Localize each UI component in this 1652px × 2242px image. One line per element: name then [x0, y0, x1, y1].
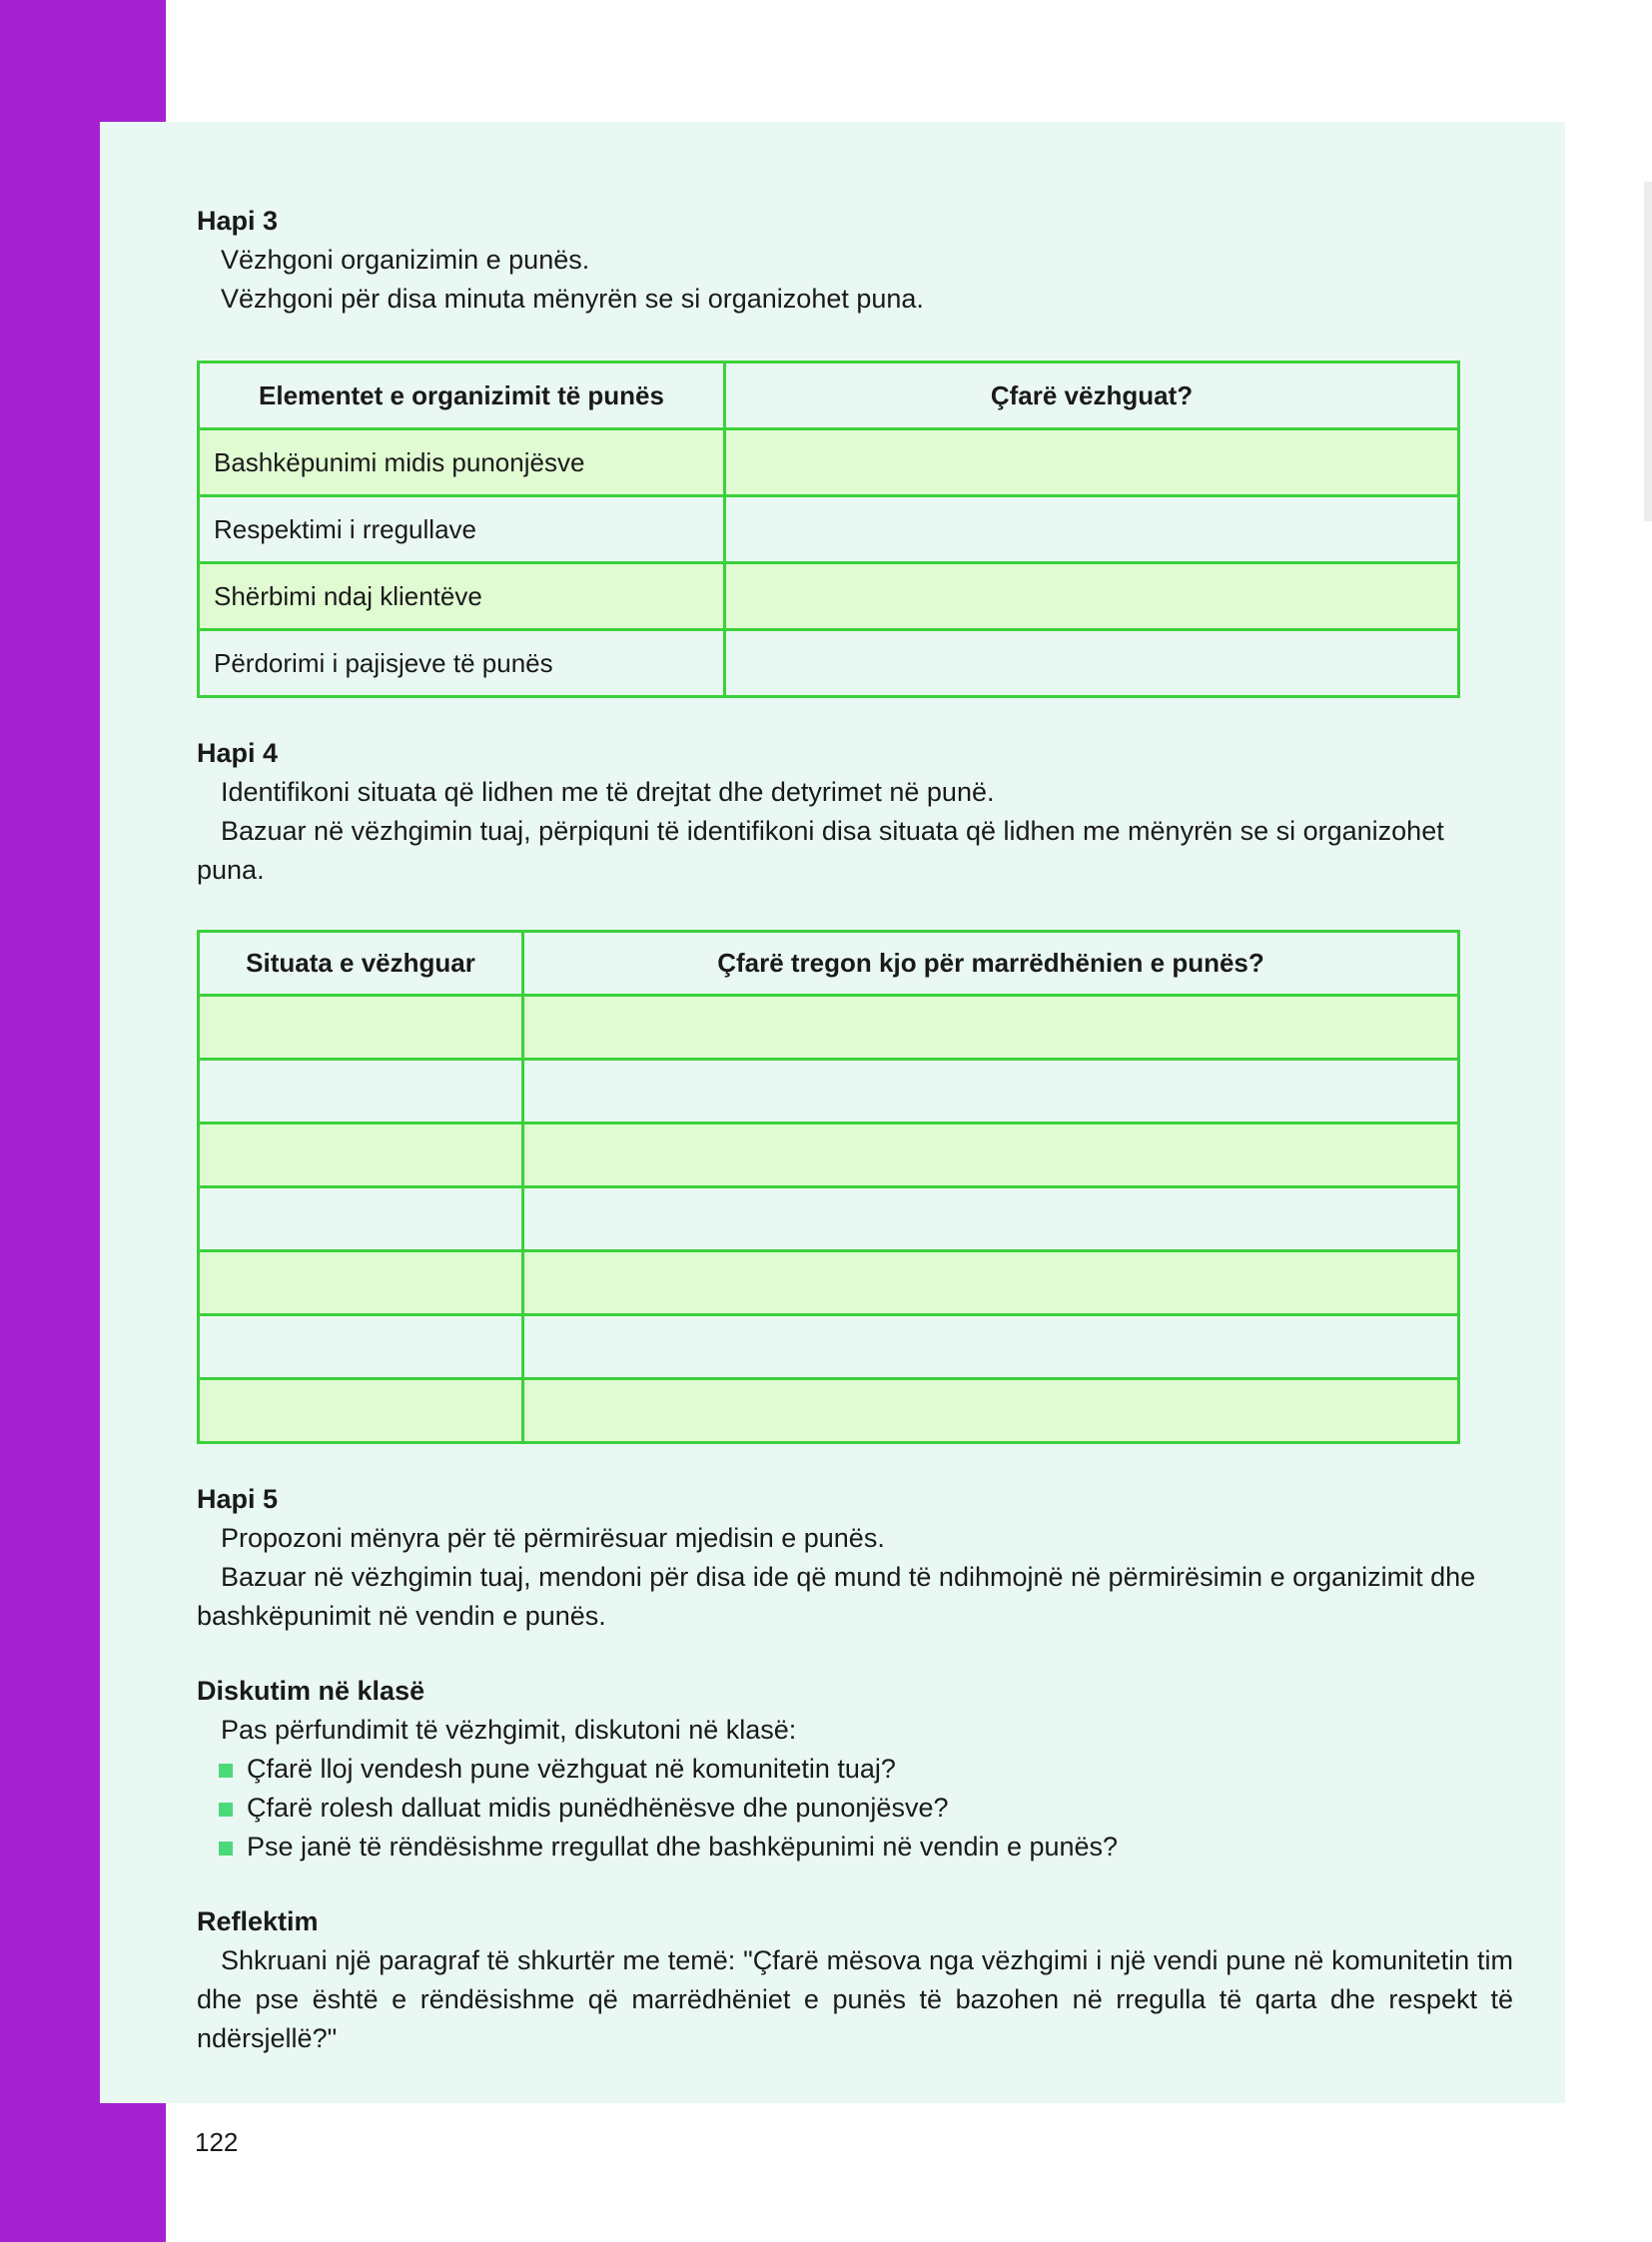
table-row	[199, 563, 1459, 630]
table-row	[199, 1187, 1459, 1251]
answer-cell[interactable]	[725, 563, 1459, 630]
step-3-section	[197, 202, 1513, 698]
row-label-rules: Respektimi i rregullave	[199, 496, 725, 563]
step-5-heading: Hapi 5	[197, 1484, 279, 1514]
step-4-section	[197, 734, 1513, 1444]
observation-table-organization	[197, 361, 1460, 698]
answer-cell[interactable]	[725, 429, 1459, 496]
step-5-instruction: Propozoni mënyra për të përmirësuar mjedisin e punës.	[221, 1523, 885, 1553]
table-header-row	[199, 932, 1459, 996]
row-label-cooperation: Bashkëpunimi midis punonjësve	[199, 429, 725, 496]
table-row	[199, 996, 1459, 1060]
list-item: Çfarë lloj vendesh pune vëzhguat në komunitetin tuaj?	[219, 1750, 1513, 1789]
answer-cell[interactable]	[725, 496, 1459, 563]
answer-cell[interactable]	[523, 1060, 1459, 1123]
step-4-description: Bazuar në vëzhgimin tuaj, përpiquni të identifikoni disa situata që lidhen me mënyrën se si organizohet puna.	[197, 816, 1444, 885]
row-label-service: Shërbimi ndaj klientëve	[199, 563, 725, 630]
page-number: 122	[195, 2127, 239, 2157]
step-3-description: Vëzhgoni për disa minuta mënyrën se si organizohet puna.	[221, 284, 924, 314]
page-edge-shadow	[1644, 182, 1652, 521]
column-header-meaning: Çfarë tregon kjo për marrëdhënien e punës?	[523, 932, 1459, 996]
situation-cell[interactable]	[199, 1315, 523, 1379]
table-row	[199, 1123, 1459, 1187]
situation-cell[interactable]	[199, 1251, 523, 1315]
step-4-instruction: Identifikoni situata që lidhen me të drejtat dhe detyrimet në punë.	[221, 777, 995, 807]
situation-cell[interactable]	[199, 1123, 523, 1187]
answer-cell[interactable]	[523, 1379, 1459, 1443]
observation-table-situations	[197, 930, 1460, 1444]
answer-cell[interactable]	[523, 996, 1459, 1060]
table-header-row	[199, 363, 1459, 429]
reflection-section	[197, 1902, 1513, 2058]
answer-cell[interactable]	[523, 1187, 1459, 1251]
row-label-equipment: Përdorimi i pajisjeve të punës	[199, 630, 725, 697]
step-3-heading: Hapi 3	[197, 206, 279, 236]
situation-cell[interactable]	[199, 1379, 523, 1443]
column-header-elements: Elementet e organizimit të punës	[199, 363, 725, 429]
list-item: Pse janë të rëndësishme rregullat dhe bashkëpunimi në vendin e punës?	[219, 1828, 1513, 1867]
answer-cell[interactable]	[523, 1315, 1459, 1379]
step-5-section	[197, 1480, 1513, 1636]
step-5-description: Bazuar në vëzhgimin tuaj, mendoni për disa ide që mund të ndihmojnë në përmirësimin e organizimit dhe bashkëpunimit në vendin e punës.	[197, 1562, 1476, 1631]
column-header-situation: Situata e vëzhguar	[199, 932, 523, 996]
table-row	[199, 496, 1459, 563]
answer-cell[interactable]	[725, 630, 1459, 697]
discussion-heading: Diskutim në klasë	[197, 1676, 425, 1706]
discussion-intro: Pas përfundimit të vëzhgimit, diskutoni në klasë:	[221, 1715, 797, 1745]
table-row	[199, 429, 1459, 496]
table-row	[199, 630, 1459, 697]
page-content	[197, 202, 1513, 2058]
table-row	[199, 1315, 1459, 1379]
table-row	[199, 1251, 1459, 1315]
answer-cell[interactable]	[523, 1123, 1459, 1187]
discussion-question-list	[197, 1750, 1513, 1867]
table-row	[199, 1060, 1459, 1123]
situation-cell[interactable]	[199, 1060, 523, 1123]
situation-cell[interactable]	[199, 1187, 523, 1251]
reflection-heading: Reflektim	[197, 1906, 319, 1936]
table-row	[199, 1379, 1459, 1443]
list-item: Çfarë rolesh dalluat midis punëdhënësve dhe punonjësve?	[219, 1789, 1513, 1828]
step-3-instruction: Vëzhgoni organizimin e punës.	[221, 245, 590, 275]
answer-cell[interactable]	[523, 1251, 1459, 1315]
situation-cell[interactable]	[199, 996, 523, 1060]
discussion-section	[197, 1672, 1513, 1867]
step-4-heading: Hapi 4	[197, 738, 279, 768]
reflection-prompt: Shkruani një paragraf të shkurtër me temë: "Çfarë mësova nga vëzhgimi i një vendi pune në komunitetin tim dhe pse është e rëndësishme që marrëdhëniet e punës të bazohen në rregulla të qarta dhe respekt të ndërsjellë?"	[197, 1945, 1513, 2053]
column-header-observed: Çfarë vëzhguat?	[725, 363, 1459, 429]
